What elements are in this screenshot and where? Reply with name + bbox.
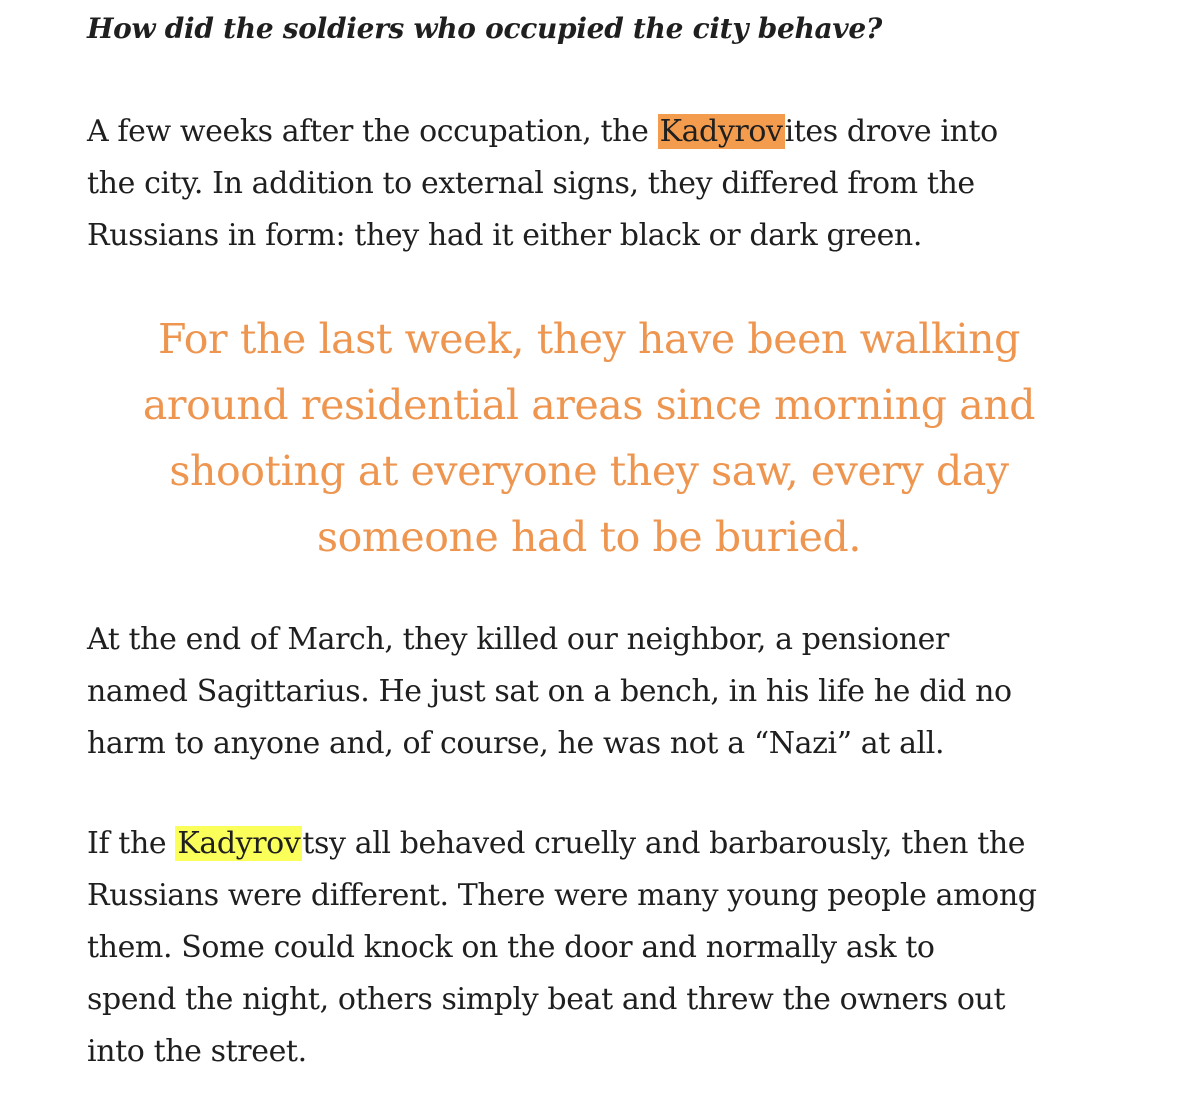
paragraph-line: At the end of March, they killed our neighbor, a pensioner [87,622,949,657]
paragraph-line: harm to anyone and, of course, he was not a “Nazi” at all. [87,726,945,761]
paragraph-kadyrovites-arrival [87,106,998,262]
paragraph-line [87,818,1037,870]
text-run: A few weeks after the occupation, the [87,114,658,149]
highlighted-text: Kadyrov [659,114,783,149]
paragraph-line: Russians were different. There were many young people among [87,878,1037,913]
pull-quote-line: around residential areas since morning and [142,381,1036,429]
pull-quote-line: someone had to be buried. [316,513,862,561]
paragraph-line: Russians in form: they had it either black or dark green. [87,218,922,253]
paragraph-line: spend the night, others simply beat and threw the owners out [87,982,1006,1017]
paragraph-line: the city. In addition to external signs, they differed from the [87,166,975,201]
pull-quote-line: For the last week, they have been walking [157,315,1021,363]
section-question: How did the soldiers who occupied the city behave? [87,12,882,45]
paragraph-neighbor-killed [87,614,1012,770]
paragraph-line: named Sagittarius. He just sat on a bench, in his life he did no [87,674,1012,709]
text-run: tsy all behaved cruelly and barbarously, then the [302,826,1026,861]
pull-quote [87,306,1091,570]
paragraph-russians-different [87,818,1037,1078]
paragraph-line: into the street. [87,1034,307,1069]
text-run: ites drove into [784,114,998,149]
text-run: If the [87,826,176,861]
highlighted-text: Kadyrov [177,826,301,861]
pull-quote-line: shooting at everyone they saw, every day [169,447,1009,495]
paragraph-line [87,106,998,158]
paragraph-line: them. Some could knock on the door and normally ask to [87,930,935,965]
